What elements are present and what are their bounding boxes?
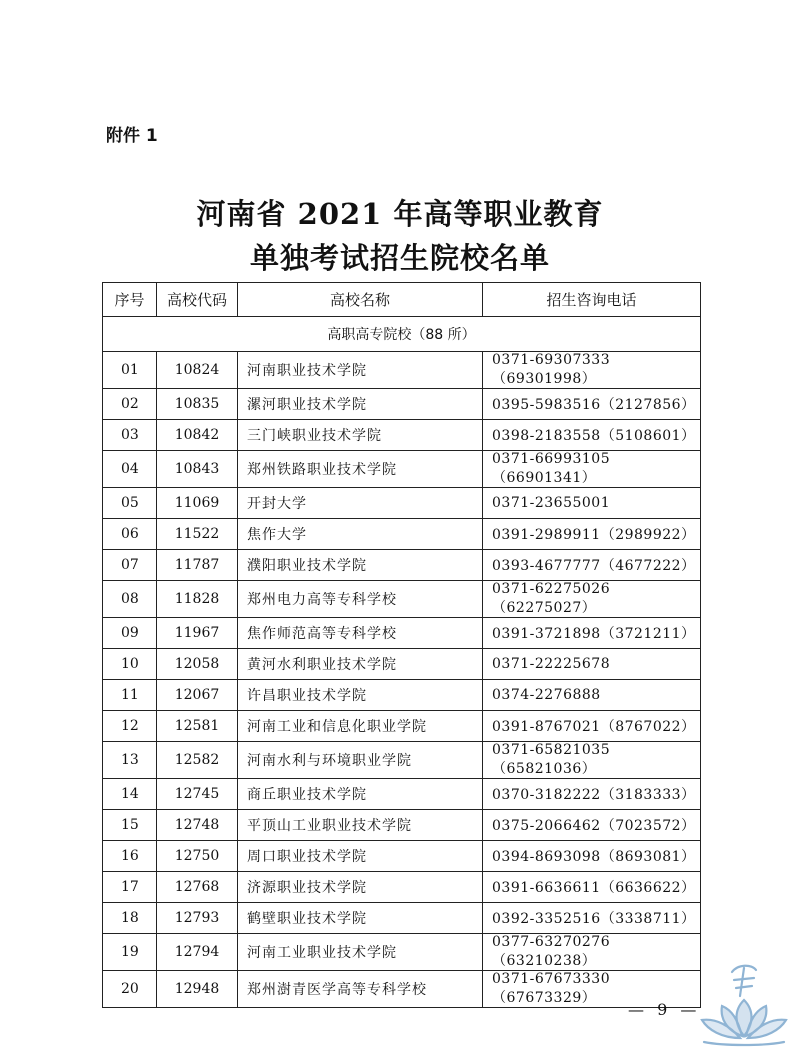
- row-school-name: 郑州电力高等专科学校: [238, 581, 483, 618]
- row-school-name: 济源职业技术学院: [238, 872, 483, 903]
- row-code: 10835: [157, 389, 238, 420]
- row-phone: 0371-23655001: [483, 488, 701, 519]
- row-phone: 0371-62275026（62275027）: [483, 581, 701, 618]
- row-code: 12581: [157, 711, 238, 742]
- row-index: 11: [103, 680, 157, 711]
- header-name: 高校名称: [238, 283, 483, 317]
- section-title: 高职高专院校（88 所）: [103, 317, 701, 352]
- row-index: 13: [103, 742, 157, 779]
- row-code: 11967: [157, 618, 238, 649]
- table-row: [103, 352, 701, 389]
- row-school-name: 河南工业和信息化职业学院: [238, 711, 483, 742]
- table-row: [103, 451, 701, 488]
- row-phone: 0371-67673330（67673329）: [483, 971, 701, 1008]
- row-index: 09: [103, 618, 157, 649]
- row-phone: 0377-63270276（63210238）: [483, 934, 701, 971]
- table-row: [103, 872, 701, 903]
- table-row: [103, 903, 701, 934]
- row-index: 01: [103, 352, 157, 389]
- row-index: 12: [103, 711, 157, 742]
- lotus-logo-icon: [694, 958, 794, 1048]
- row-index: 07: [103, 550, 157, 581]
- row-code: 12793: [157, 903, 238, 934]
- row-school-name: 焦作师范高等专科学校: [238, 618, 483, 649]
- row-index: 05: [103, 488, 157, 519]
- row-code: 12582: [157, 742, 238, 779]
- table-row: [103, 519, 701, 550]
- table-row: [103, 711, 701, 742]
- row-school-name: 开封大学: [238, 488, 483, 519]
- table-row: [103, 680, 701, 711]
- row-school-name: 黄河水利职业技术学院: [238, 649, 483, 680]
- row-index: 02: [103, 389, 157, 420]
- table-row: [103, 841, 701, 872]
- row-code: 12794: [157, 934, 238, 971]
- row-phone: 0371-69307333（69301998）: [483, 352, 701, 389]
- row-school-name: 周口职业技术学院: [238, 841, 483, 872]
- row-phone: 0391-3721898（3721211）: [483, 618, 701, 649]
- header-index: 序号: [103, 283, 157, 317]
- attachment-label: 附件 1: [106, 126, 158, 146]
- row-index: 15: [103, 810, 157, 841]
- row-phone: 0370-3182222（3183333）: [483, 779, 701, 810]
- row-school-name: 郑州铁路职业技术学院: [238, 451, 483, 488]
- table-row: [103, 971, 701, 1008]
- row-index: 18: [103, 903, 157, 934]
- row-index: 03: [103, 420, 157, 451]
- row-index: 14: [103, 779, 157, 810]
- row-code: 11522: [157, 519, 238, 550]
- document-title-line2: 单独考试招生院校名单: [249, 241, 550, 275]
- row-code: 10843: [157, 451, 238, 488]
- row-school-name: 许昌职业技术学院: [238, 680, 483, 711]
- row-code: 11787: [157, 550, 238, 581]
- row-index: 16: [103, 841, 157, 872]
- row-phone: 0371-22225678: [483, 649, 701, 680]
- row-school-name: 郑州澍青医学高等专科学校: [238, 971, 483, 1008]
- table-row: [103, 389, 701, 420]
- table-row: [103, 618, 701, 649]
- row-code: 11828: [157, 581, 238, 618]
- table-row: [103, 934, 701, 971]
- document-title-line1: 河南省 2021 年高等职业教育: [196, 197, 604, 231]
- row-phone: 0375-2066462（7023572）: [483, 810, 701, 841]
- header-phone: 招生咨询电话: [483, 283, 701, 317]
- row-school-name: 河南水利与环境职业学院: [238, 742, 483, 779]
- row-school-name: 平顶山工业职业技术学院: [238, 810, 483, 841]
- row-school-name: 商丘职业技术学院: [238, 779, 483, 810]
- row-code: 12768: [157, 872, 238, 903]
- row-school-name: 三门峡职业技术学院: [238, 420, 483, 451]
- section-row: [103, 317, 701, 352]
- row-index: 20: [103, 971, 157, 1008]
- table-header-row: [103, 283, 701, 317]
- row-code: 12748: [157, 810, 238, 841]
- page-number: — 9 —: [628, 1000, 701, 1019]
- row-index: 04: [103, 451, 157, 488]
- table-row: [103, 581, 701, 618]
- table-row: [103, 649, 701, 680]
- row-code: 12058: [157, 649, 238, 680]
- row-phone: 0395-5983516（2127856）: [483, 389, 701, 420]
- row-index: 08: [103, 581, 157, 618]
- row-phone: 0393-4677777（4677222）: [483, 550, 701, 581]
- row-code: 10842: [157, 420, 238, 451]
- row-code: 10824: [157, 352, 238, 389]
- table-row: [103, 810, 701, 841]
- table-row: [103, 420, 701, 451]
- row-phone: 0392-3352516（3338711）: [483, 903, 701, 934]
- row-code: 12745: [157, 779, 238, 810]
- row-code: 12948: [157, 971, 238, 1008]
- row-phone: 0371-65821035（65821036）: [483, 742, 701, 779]
- school-list-table: [102, 282, 701, 1008]
- row-school-name: 焦作大学: [238, 519, 483, 550]
- table-row: [103, 742, 701, 779]
- row-phone: 0394-8693098（8693081）: [483, 841, 701, 872]
- row-phone: 0371-66993105（66901341）: [483, 451, 701, 488]
- row-code: 11069: [157, 488, 238, 519]
- header-code: 高校代码: [157, 283, 238, 317]
- row-index: 17: [103, 872, 157, 903]
- row-phone: 0391-8767021（8767022）: [483, 711, 701, 742]
- row-phone: 0391-6636611（6636622）: [483, 872, 701, 903]
- table-row: [103, 779, 701, 810]
- row-index: 06: [103, 519, 157, 550]
- row-index: 19: [103, 934, 157, 971]
- row-school-name: 鹤壁职业技术学院: [238, 903, 483, 934]
- row-school-name: 濮阳职业技术学院: [238, 550, 483, 581]
- row-index: 10: [103, 649, 157, 680]
- row-school-name: 河南工业职业技术学院: [238, 934, 483, 971]
- row-phone: 0398-2183558（5108601）: [483, 420, 701, 451]
- table-row: [103, 488, 701, 519]
- row-school-name: 河南职业技术学院: [238, 352, 483, 389]
- row-code: 12067: [157, 680, 238, 711]
- row-phone: 0374-2276888: [483, 680, 701, 711]
- row-code: 12750: [157, 841, 238, 872]
- table-row: [103, 550, 701, 581]
- row-phone: 0391-2989911（2989922）: [483, 519, 701, 550]
- row-school-name: 漯河职业技术学院: [238, 389, 483, 420]
